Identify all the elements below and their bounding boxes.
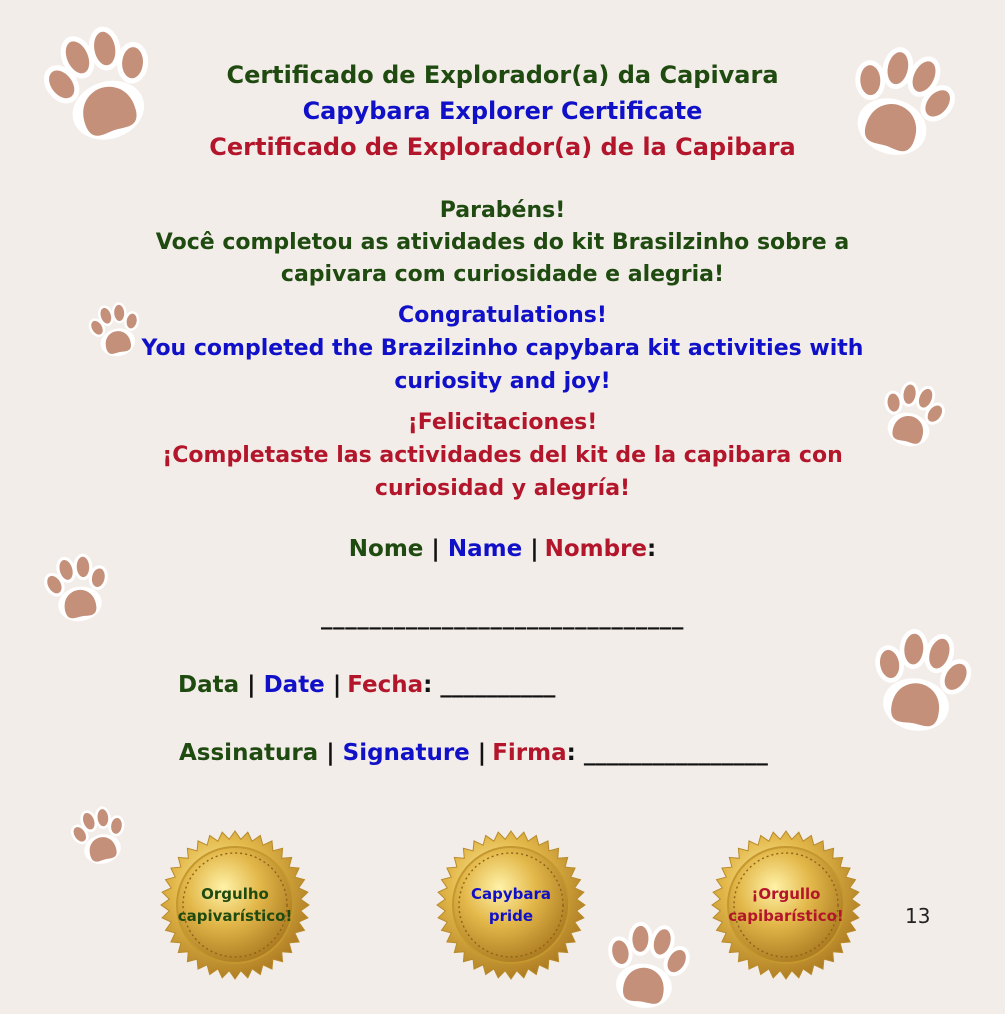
seal-text-line: Capybara [470,885,552,903]
seal-text-line: capivarístico! [177,907,293,925]
message-portuguese-line: capivara com curiosidade e alegria! [280,262,725,287]
page-number: 13 [905,904,931,928]
message-spanish-line: ¡Completaste las actividades del kit de la capibara con [162,443,843,468]
title-spanish: Certificado de Explorador(a) de la Capibara [209,133,796,161]
message-english-line: curiosity and joy! [394,369,611,394]
colon: : [566,740,576,766]
title-english: Capybara Explorer Certificate [302,97,703,125]
date-blank-line[interactable]: __________ [440,672,556,698]
signature-label-en: Signature [342,740,470,766]
message-spanish-heading: ¡Felicitaciones! [407,410,598,435]
date-label-pt: Data [178,672,240,698]
name-blank-line[interactable]: ______________________________ [321,604,684,630]
seal-text-line: capibarístico! [728,907,844,925]
signature-field [179,740,768,766]
separator: | [477,740,487,766]
signature-blank-line[interactable]: ________________ [583,740,768,766]
paw-print-icon [858,620,983,738]
signature-label-es: Firma [492,740,567,766]
seal-orgullo-capibaristico [711,830,861,980]
separator: | [326,740,335,766]
message-english-heading: Congratulations! [398,303,607,328]
seal-capybara-pride [436,830,586,980]
name-label-es: Nombre [544,536,648,562]
seal-text-line: Orgulho [201,885,269,903]
date-label-es: Fecha [347,672,424,698]
signature-label-pt: Assinatura [179,740,319,766]
message-spanish-line: curiosidad y alegría! [374,476,631,501]
name-label-pt: Nome [348,536,424,562]
separator: | [530,536,539,562]
seal-orgulho-capivaristico [160,830,310,980]
message-portuguese-line: Você completou as atividades do kit Brasilzinho sobre a [155,230,850,255]
seal-text-line: pride [488,907,534,925]
separator: | [332,672,342,698]
title-portuguese: Certificado de Explorador(a) da Capivara [226,61,779,89]
date-label-en: Date [263,672,325,698]
separator: | [247,672,256,698]
seal-text-line: ¡Orgullo [751,885,821,903]
date-field [178,672,555,698]
colon: : [647,536,657,562]
message-portuguese-heading: Parabéns! [439,198,566,223]
name-label [0,532,1005,566]
separator: | [431,536,440,562]
colon: : [423,672,433,698]
message-english-line: You completed the Brazilzinho capybara kit activities with [141,336,864,361]
paw-print-icon [66,802,132,868]
name-label-en: Name [447,536,523,562]
paw-print-icon [592,914,702,1014]
